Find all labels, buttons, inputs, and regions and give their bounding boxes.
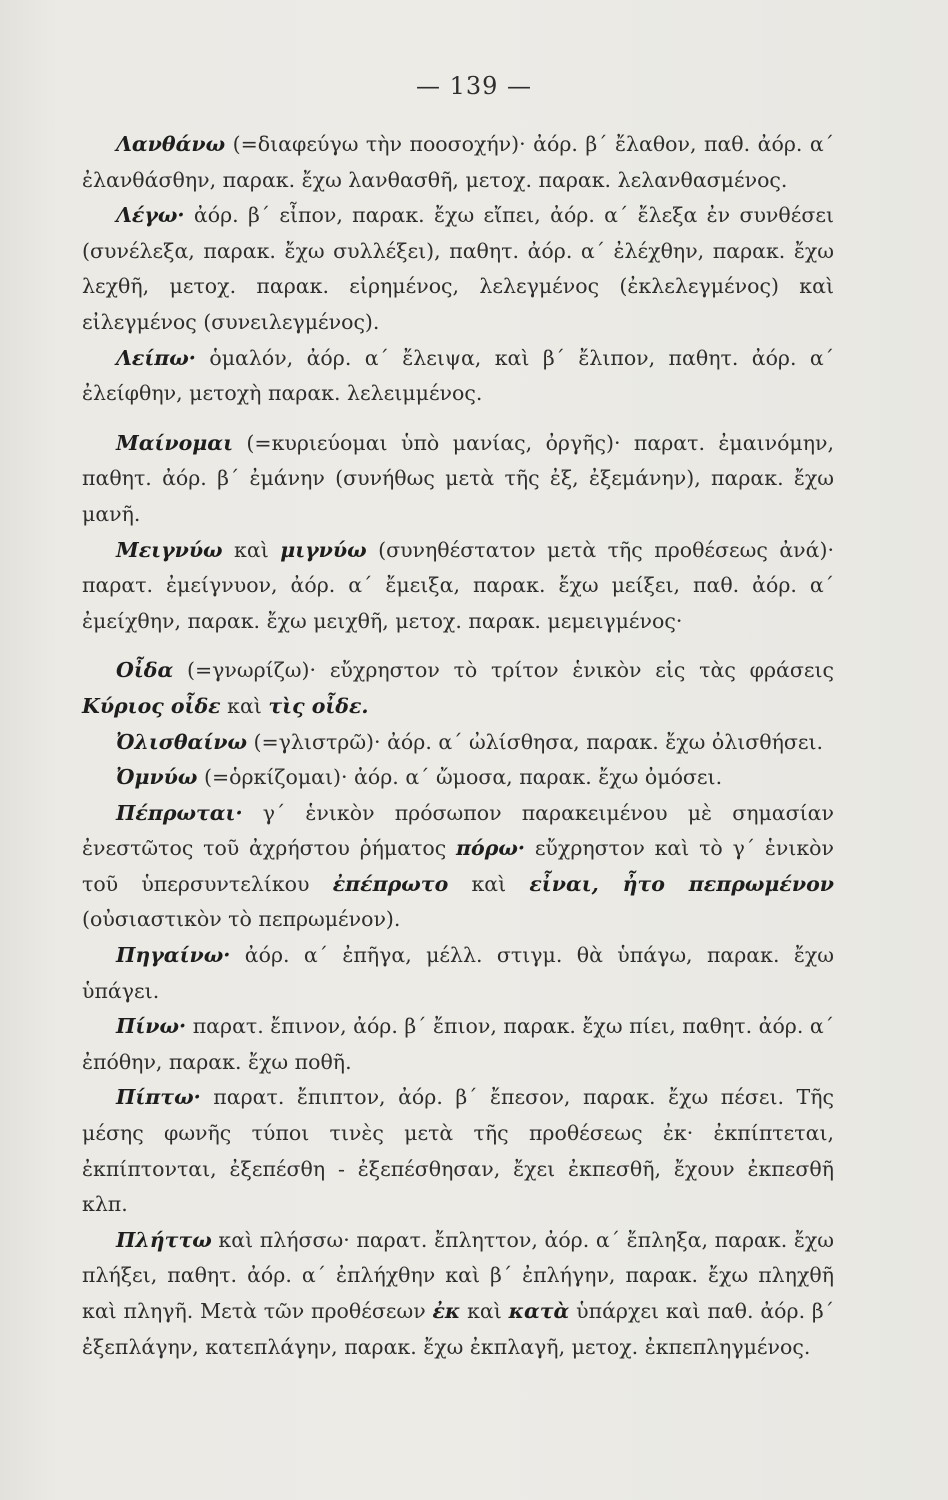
- entry-text: παρατ. ἔπιπτον, ἀόρ. β΄ ἔπεσον, παρακ. ἔχω πέσει. Τῆς μέσης φωνῆς τύποι τινὲς μετὰ τῆς προθέσεως ἐκ· ἐκπίπτεται, ἐκπίπτονται, ἐξεπέσθη - ἐξεπέσθησαν, ἔχει ἐκπεσθῆ, ἔχουν ἐκπεσθῆ κλπ.: [82, 1085, 834, 1217]
- entry-olisthaino: [82, 725, 834, 761]
- entry-text: εὔχρηστον καὶ τὸ γ΄ ἑνικὸν τοῦ ὑπερσυντελίκου: [82, 836, 834, 896]
- entry-text: καὶ: [460, 1299, 509, 1323]
- word-kata: κατὰ: [508, 1299, 570, 1323]
- entry-pino: [82, 1009, 834, 1080]
- headword: Λείπω·: [116, 345, 196, 370]
- entry-text: ὁμαλόν, ἀόρ. α΄ ἔλειψα, καὶ β΄ ἔλιπον, παθητ. ἀόρ. α΄ ἐλείφθην, μετοχὴ παρακ. λελειμμένος.: [82, 345, 834, 406]
- headword: Μειγνύω: [116, 537, 223, 562]
- entry-text: καὶ πλήσσω· παρατ. ἔπληττον, ἀόρ. α΄ ἔπληξα, παρακ. ἔχω πλήξει, παθητ. ἀόρ. α΄ ἐπλήχθην καὶ β΄ ἐπλήγην, παρακ. ἔχω πληχθῆ καὶ πληγῆ. Μετὰ τῶν προθέσεων: [82, 1227, 834, 1323]
- entry-text: (=ὁρκίζομαι)· ἀόρ. α΄ ὤμοσα, παρακ. ἔχω ὀμόσει.: [197, 765, 723, 790]
- headword: Λανθάνω: [116, 132, 226, 156]
- word-peprominon: εἶναι, ἦτο πεπρωμένον: [529, 871, 835, 896]
- word-poro: πόρω·: [456, 836, 526, 861]
- entry-pipto: [82, 1080, 834, 1222]
- entry-text: καὶ: [220, 693, 269, 718]
- entry-text: καὶ: [222, 537, 281, 562]
- headword: Οἶδα: [116, 658, 174, 683]
- headword: Πίνω·: [116, 1014, 187, 1039]
- entry-lanthano: [82, 127, 834, 198]
- entry-oida: [82, 653, 834, 724]
- headword: Πηγαίνω·: [116, 943, 231, 968]
- entry-text: ἀόρ. α΄ ἐπῆγα, μέλλ. στιγμ. θὰ ὑπάγω, παρακ. ἔχω ὑπάγει.: [82, 943, 834, 1003]
- entry-lego: [82, 198, 834, 340]
- entry-plitto: [82, 1223, 834, 1365]
- entry-pigaino: [82, 938, 834, 1009]
- entry-text: (=διαφεύγω τὴν ποοσοχήν)· ἀόρ. β΄ ἔλαθον, παθ. ἀόρ. α΄ ἐλανθάσθην, παρακ. ἔχω λανθασθῆ, μετοχ. παρακ. λελανθασμένος.: [82, 132, 834, 192]
- word-ek: ἐκ: [432, 1299, 461, 1323]
- entry-text: καὶ: [448, 871, 530, 896]
- phrase-kyrios-oide: Κύριος οἶδε: [82, 693, 221, 718]
- headword: Λέγω·: [116, 203, 185, 228]
- headword: Μαίνομαι: [116, 430, 233, 455]
- entry-text: (=κυριεύομαι ὑπὸ μανίας, ὀργῆς)· παρατ. ἐμαινόμην, παθητ. ἀόρ. β΄ ἐμάνην (συνήθως μετὰ τῆς ἐξ, ἐξεμάνην), παρακ. ἔχω μανῆ.: [82, 430, 834, 526]
- page-number: — 139 —: [415, 72, 533, 100]
- entry-mainomai: [82, 426, 834, 533]
- entry-meignyo: [82, 533, 834, 640]
- phrase-tis-oide: τὶς οἶδε.: [268, 693, 369, 718]
- dictionary-text: [82, 127, 834, 1365]
- entry-text: (συνηθέστατον μετὰ τῆς προθέσεως ἀνά)· παρατ. ἐμείγνυον, ἀόρ. α΄ ἔμειξα, παρακ. ἔχω μείξει, παθ. ἀόρ. α΄ ἐμείχθην, παρακ. ἔχω μειχθῆ, μετοχ. παρακ. μεμειγμένος·: [82, 537, 834, 633]
- headword: Πλήττω: [116, 1227, 212, 1252]
- headword-variant: μιγνύω: [280, 537, 367, 562]
- entry-omnyo: [82, 760, 834, 796]
- headword: Πίπτω·: [116, 1085, 201, 1110]
- headword: Ὀλισθαίνω: [116, 729, 247, 754]
- entry-text: (οὐσιαστικὸν τὸ πεπρωμένον).: [82, 907, 401, 932]
- entry-text: (=γνωρίζω)· εὔχρηστον τὸ τρίτον ἑνικὸν εἰς τὰς φράσεις: [173, 658, 834, 683]
- entry-text: παρατ. ἔπινον, ἀόρ. β΄ ἔπιον, παρακ. ἔχω πίει, παθητ. ἀόρ. α΄ ἐπόθην, παρακ. ἔχω ποθῆ.: [82, 1014, 834, 1074]
- entry-peprotai: [82, 796, 834, 938]
- headword: Πέπρωται·: [116, 800, 243, 825]
- entry-text: γ΄ ἑνικὸν πρόσωπον παρακειμένου μὲ σημασίαν ἐνεστῶτος τοῦ ἀχρήστου ῥήματος: [82, 800, 834, 861]
- entry-text: ἀόρ. β΄ εἶπον, παρακ. ἔχω εἴπει, ἀόρ. α΄ ἔλεξα ἐν συνθέσει (συνέλεξα, παρακ. ἔχω συλλέξει), παθητ. ἀόρ. α΄ ἐλέχθην, παρακ. ἔχω λεχθῆ, μετοχ. παρακ. εἰρημένος, λελεγμένος (ἐκλελεγμένος) καὶ εἰλεγμένος (συνειλεγμένος).: [82, 203, 834, 334]
- entry-text: (=γλιστρῶ)· ἀόρ. α΄ ὠλίσθησα, παρακ. ἔχω ὀλισθήσει.: [246, 729, 824, 754]
- entry-leipo: [82, 341, 834, 412]
- entry-text: ὑπάρχει καὶ παθ. ἀόρ. β΄ ἐξεπλάγην, κατεπλάγην, παρακ. ἔχω ἐκπλαγῆ, μετοχ. ἐκπεπληγμένος.: [82, 1299, 834, 1359]
- word-epeproto: ἐπέπρωτο: [332, 871, 449, 896]
- headword: Ὀμνύω: [116, 765, 198, 790]
